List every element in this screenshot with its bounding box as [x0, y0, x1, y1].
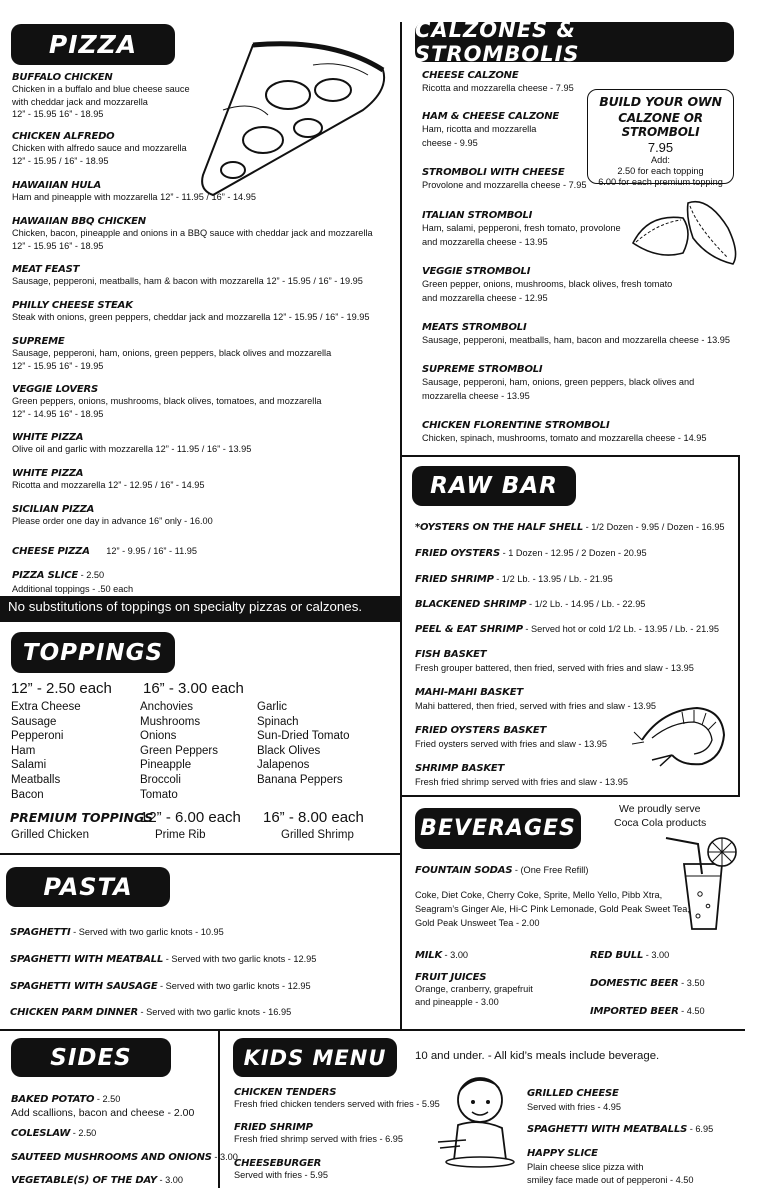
rawbar-item-row	[415, 758, 628, 776]
pizza-item-desc: Ham and pineapple with mozzarella 12” - 11.95 / 16” - 14.95	[12, 192, 256, 202]
pizza-slice-name: PIZZA SLICE	[12, 570, 79, 581]
divider-center	[400, 22, 402, 1030]
rawbar-item-row	[415, 569, 613, 587]
rawbar-item	[415, 682, 656, 713]
pizza-item	[12, 180, 256, 204]
calzone-item	[422, 167, 586, 192]
pasta-item-desc: - Served with two garlic knots - 12.95	[163, 954, 317, 964]
pizza-item-desc: 12” - 15.95 / 16” - 18.95	[12, 155, 109, 166]
pizza-item-desc: Steak with onions, green peppers, cheddar jack and mozzarella 12” - 15.95 / 16” - 19.95	[12, 312, 370, 322]
pizza-item-name: HAWAIIAN BBQ CHICKEN	[12, 216, 146, 227]
rawbar-item-price: - 1/2 Lb. - 13.95 / Lb. - 21.95	[493, 574, 613, 584]
soda-line-3: Gold Peak Unsweet Tea - 2.00	[415, 918, 540, 928]
side-item-price: - 2.50	[94, 1094, 121, 1104]
premium-label: PREMIUM TOPPINGS	[10, 810, 154, 825]
topping-item: Garlic	[257, 701, 288, 713]
calzone-illustration	[628, 198, 740, 270]
domestic-beer	[590, 973, 705, 991]
pasta-item	[10, 1002, 291, 1020]
topping-item: Ham	[11, 744, 36, 757]
kid-illustration	[436, 1070, 522, 1170]
kids-item-row	[527, 1143, 694, 1161]
pasta-banner	[6, 867, 170, 907]
calzone-item-desc: Provolone and mozzarella cheese - 7.95	[422, 180, 587, 190]
calzone-item-desc: Chicken, spinach, mushrooms, tomato and mozzarella cheese - 14.95	[422, 433, 707, 443]
shrimp-illustration	[632, 700, 730, 772]
premium-price-16: 16” - 8.00 each	[263, 809, 364, 826]
kids-item-name: FRIED SHRIMP	[234, 1122, 313, 1133]
toppings-column-1	[11, 700, 81, 802]
premium-item-1: Grilled Chicken	[11, 829, 89, 841]
topping-item: Black Olives	[257, 744, 321, 757]
pizza-item-name: BUFFALO CHICKEN	[12, 72, 113, 83]
kids-note: 10 and under. - All kid’s meals include beverage.	[415, 1050, 660, 1062]
rawbar-item-name: SHRIMP BASKET	[415, 763, 505, 774]
calzone-item	[422, 111, 559, 150]
calzone-item-desc: Ham, ricotta and mozzarella	[422, 124, 537, 134]
pizza-item-desc: Chicken with alfredo sauce and mozzarella	[12, 143, 187, 153]
rawbar-item-row	[415, 543, 647, 561]
topping-item: Anchovies	[140, 701, 194, 713]
fountain-note: - (One Free Refill)	[512, 865, 589, 875]
calzone-item	[422, 266, 672, 305]
red-bull	[590, 945, 669, 963]
side-item-price: - 2.50	[70, 1128, 97, 1138]
topping-item: Mushrooms	[140, 715, 201, 728]
rawbar-item-row	[415, 517, 725, 535]
side-item-price: - 3.00	[211, 1152, 238, 1162]
pizza-item-name: PHILLY CHEESE STEAK	[12, 300, 133, 311]
build-title-1: BUILD YOUR OWN	[599, 94, 722, 109]
rawbar-item-row	[415, 644, 694, 662]
kids-item-desc: Served with fries - 5.95	[234, 1170, 328, 1180]
rawbar-item-name: BLACKENED SHRIMP	[415, 599, 527, 610]
rawbar-item	[415, 569, 613, 587]
pasta-item-desc: - Served with two garlic knots - 10.95	[70, 927, 224, 937]
pizza-item-name: SICILIAN PIZZA	[12, 504, 95, 515]
side-item-name: BAKED POTATO	[11, 1094, 95, 1105]
toppings-title: TOPPINGS	[22, 639, 164, 666]
toppings-price-16: 16” - 3.00 each	[143, 680, 244, 697]
pasta-item-name: SPAGHETTI	[10, 927, 71, 938]
side-item	[11, 1170, 183, 1188]
rawbar-item-price: - 1 Dozen - 12.95 / 2 Dozen - 20.95	[500, 548, 647, 558]
calzone-item-name: SUPREME STROMBOLI	[422, 364, 543, 375]
divider-toppings-pasta	[0, 853, 401, 855]
topping-item: Sausage	[11, 715, 57, 728]
pizza-item	[12, 384, 321, 420]
pasta-item-desc: - Served with two garlic knots - 12.95	[157, 981, 311, 991]
imported-price: - 4.50	[678, 1006, 705, 1016]
pizza-item	[12, 300, 370, 324]
calzone-item-desc: Sausage, pepperoni, meatballs, ham, bacon and mozzarella cheese - 13.95	[422, 335, 730, 345]
milk	[415, 945, 468, 963]
kids-item-name: HAPPY SLICE	[527, 1148, 598, 1159]
topping-item: Spinach	[257, 715, 299, 728]
topping-item: Green Peppers	[140, 744, 218, 757]
kids-item	[234, 1122, 403, 1146]
domestic-name: DOMESTIC BEER	[590, 978, 679, 989]
rawbar-item	[415, 644, 694, 675]
kids-item-row	[527, 1083, 621, 1101]
pizza-item-desc: 12” - 14.95 16” - 18.95	[12, 408, 104, 419]
pizza-item	[12, 131, 187, 167]
fruit-juices	[415, 972, 533, 1008]
pizza-item	[12, 504, 213, 528]
pasta-item-desc: - Served with two garlic knots - 16.95	[137, 1007, 292, 1017]
topping-item: Onions	[140, 730, 177, 743]
calzone-item-desc: Green pepper, onions, mushrooms, black olives, fresh tomato	[422, 279, 673, 289]
topping-item: Bacon	[11, 788, 44, 801]
rawbar-item-row	[415, 594, 645, 612]
calzone-item-name: CHICKEN FLORENTINE STROMBOLI	[422, 420, 610, 431]
redbull-price: - 3.00	[643, 950, 670, 960]
juices-line-1: Orange, cranberry, grapefruit	[415, 984, 533, 994]
rawbar-item-name: *OYSTERS ON THE HALF SHELL	[415, 522, 584, 533]
kids-item-desc: Served with fries - 4.95	[527, 1102, 621, 1112]
pizza-cheese	[12, 541, 197, 559]
kids-banner	[233, 1038, 397, 1077]
pizza-item-desc: 12” - 15.95 16” - 18.95	[12, 240, 104, 251]
topping-item: Jalapenos	[257, 759, 310, 772]
kids-item-desc: smiley face made out of pepperoni - 4.50	[527, 1174, 694, 1185]
rawbar-item	[415, 720, 607, 751]
divider-calzone-rawbar	[401, 455, 740, 457]
calzone-item-name: CHEESE CALZONE	[422, 70, 519, 81]
calzones-title: CALZONES & STROMBOLIS	[415, 18, 580, 66]
kids-item-name: CHICKEN TENDERS	[234, 1087, 337, 1098]
topping-item: Sun-Dried Tomato	[257, 730, 350, 743]
premium-item-2: Prime Rib	[155, 829, 206, 841]
calzone-item-name: VEGGIE STROMBOLI	[422, 266, 531, 277]
topping-item: Broccoli	[140, 773, 181, 786]
milk-price: - 3.00	[442, 950, 469, 960]
pizza-item	[12, 468, 205, 492]
premium-item-3: Grilled Shrimp	[281, 829, 354, 841]
kids-item	[234, 1158, 328, 1182]
calzone-item	[422, 420, 706, 445]
topping-item: Meatballs	[11, 773, 61, 786]
pizza-item-desc: Olive oil and garlic with mozzarella 12” - 11.95 / 16” - 13.95	[12, 444, 252, 454]
pasta-title: PASTA	[43, 873, 133, 901]
pizza-item-desc: 12” - 15.95 16” - 19.95	[12, 360, 104, 371]
topping-item: Salami	[11, 759, 47, 772]
rawbar-item-name: FRIED OYSTERS BASKET	[415, 725, 547, 736]
rawbar-item-row	[415, 619, 719, 637]
side-item-row	[11, 1147, 238, 1165]
juices-name: FRUIT JUICES	[415, 972, 487, 983]
pizza-item-desc: Sausage, pepperoni, meatballs, ham & bacon with mozzarella 12” - 15.95 / 16” - 19.95	[12, 276, 363, 286]
side-item-name: VEGETABLE(S) OF THE DAY	[11, 1175, 157, 1186]
side-item-row	[11, 1123, 96, 1141]
build-premium: 6.00 for each premium topping	[598, 177, 723, 187]
divider-right-edge	[738, 455, 740, 795]
rawbar-item-desc: Mahi battered, then fried, served with fries and slaw - 13.95	[415, 701, 657, 711]
kids-item-name: SPAGHETTI WITH MEATBALLS	[527, 1124, 688, 1135]
pizza-item	[12, 72, 190, 121]
pizza-cheese-price: 12” - 9.95 / 16” - 11.95	[106, 546, 197, 556]
rawbar-item-price: - Served hot or cold 1/2 Lb. - 13.95 / Lb. - 21.95	[522, 624, 719, 634]
toppings-column-2	[140, 700, 218, 802]
topping-item: Extra Cheese	[11, 701, 81, 713]
calzone-item-desc: Sausage, pepperoni, ham, onions, green peppers, black olives and	[422, 377, 695, 387]
pasta-item-name: CHICKEN PARM DINNER	[10, 1007, 138, 1018]
rawbar-item-desc: Fresh fried shrimp served with fries and slaw - 13.95	[415, 777, 628, 787]
calzone-item-desc: Ham, salami, pepperoni, fresh tomato, provolone	[422, 223, 621, 233]
pizza-item-name: WHITE PIZZA	[12, 432, 84, 443]
rawbar-item-row	[415, 720, 607, 738]
pizza-item-desc: Green peppers, onions, mushrooms, black olives, tomatoes, and mozzarella	[12, 396, 322, 406]
pizza-item-desc: Sausage, pepperoni, ham, onions, green peppers, black olives and mozzarella	[12, 348, 332, 358]
coke-note-1: We proudly serve	[619, 803, 701, 815]
rawbar-title: RAW BAR	[430, 473, 558, 499]
build-your-own-box	[587, 89, 734, 187]
redbull-name: RED BULL	[590, 950, 644, 961]
pizza-item	[12, 336, 331, 372]
premium-price-12: 12” - 6.00 each	[140, 809, 241, 826]
pizza-cheese-name: CHEESE PIZZA	[12, 546, 90, 557]
kids-item-price: - 6.95	[687, 1124, 714, 1134]
kids-item-desc: Fresh fried shrimp served with fries - 6.95	[234, 1134, 404, 1144]
calzone-item-desc: and mozzarella cheese - 13.95	[422, 237, 548, 247]
kids-item-name: CHEESEBURGER	[234, 1158, 322, 1169]
rawbar-item	[415, 619, 719, 637]
rawbar-item-name: FISH BASKET	[415, 649, 487, 660]
side-item	[11, 1089, 194, 1120]
kids-item	[234, 1087, 440, 1111]
pizza-item-desc: 12” - 15.95 16” - 18.95	[12, 109, 104, 119]
milk-name: MILK	[415, 950, 442, 961]
imported-beer	[590, 1001, 705, 1019]
divider-pizza-notice	[0, 620, 401, 622]
kids-item-row	[527, 1119, 713, 1137]
side-item	[11, 1123, 96, 1141]
calzone-item-name: MEATS STROMBOLI	[422, 322, 527, 333]
soda-line-1: Coke, Diet Coke, Cherry Coke, Sprite, Mello Yello, Pibb Xtra,	[415, 890, 663, 900]
imported-name: IMPORTED BEER	[590, 1006, 679, 1017]
topping-item: Pineapple	[140, 759, 192, 772]
calzone-item	[422, 322, 730, 347]
toppings-banner	[11, 632, 175, 673]
pizza-slice	[12, 565, 133, 596]
domestic-price: - 3.50	[678, 978, 705, 988]
calzone-item-desc: and mozzarella cheese - 12.95	[422, 293, 548, 303]
divider-rawbar-bev	[401, 795, 740, 797]
fountain-sodas	[415, 860, 588, 878]
side-item-name: SAUTEED MUSHROOMS AND ONIONS	[11, 1152, 212, 1163]
pizza-item-name: WHITE PIZZA	[12, 468, 84, 479]
calzone-item-name: STROMBOLI WITH CHEESE	[422, 167, 565, 178]
rawbar-item-name: FRIED OYSTERS	[415, 548, 501, 559]
pizza-item-desc: Chicken in a buffalo and blue cheese sauce	[12, 84, 190, 94]
pizza-item	[12, 264, 363, 288]
rawbar-item-name: MAHI-MAHI BASKET	[415, 687, 523, 698]
rawbar-item-name: PEEL & EAT SHRIMP	[415, 624, 523, 635]
divider-bottom-row	[0, 1029, 745, 1031]
side-item-desc: Add scallions, bacon and cheese - 2.00	[11, 1107, 195, 1119]
calzone-item	[422, 210, 621, 249]
rawbar-item	[415, 517, 725, 535]
side-item-name: COLESLAW	[11, 1128, 71, 1139]
coke-note-2: Coca Cola products	[614, 817, 707, 829]
calzone-item-name: HAM & CHEESE CALZONE	[422, 111, 560, 122]
rawbar-item-price: - 1/2 Dozen - 9.95 / Dozen - 16.95	[583, 522, 725, 532]
rawbar-item-row	[415, 682, 656, 700]
pizza-item-desc: with cheddar jack and mozzarella	[12, 96, 148, 107]
pizza-title: PIZZA	[48, 30, 138, 59]
kids-item-name: GRILLED CHEESE	[527, 1088, 619, 1099]
calzone-item-desc: mozzarella cheese - 13.95	[422, 391, 530, 401]
juices-line-2: and pineapple - 3.00	[415, 996, 499, 1007]
calzone-item-desc: cheese - 9.95	[422, 138, 478, 148]
topping-item: Banana Peppers	[257, 773, 343, 786]
side-item-price: - 3.00	[156, 1175, 183, 1185]
kids-item	[527, 1083, 621, 1114]
calzone-item-desc: Ricotta and mozzarella cheese - 7.95	[422, 83, 574, 93]
sides-banner	[11, 1038, 171, 1077]
pizza-item-desc: Please order one day in advance 16” only - 16.00	[12, 516, 213, 526]
toppings-column-3	[257, 700, 349, 788]
pizza-item-name: CHICKEN ALFREDO	[12, 131, 115, 142]
pizza-banner	[11, 24, 175, 65]
kids-item-desc: Fresh fried chicken tenders served with fries - 5.95	[234, 1099, 440, 1109]
pizza-item-name: SUPREME	[12, 336, 65, 347]
side-item-row	[11, 1170, 183, 1188]
rawbar-item	[415, 594, 645, 612]
pizza-slice-illustration	[193, 40, 390, 200]
pizza-item	[12, 432, 251, 456]
pizza-notice: No substitutions of toppings on specialty pizzas or calzones.	[8, 599, 363, 614]
pizza-item-name: VEGGIE LOVERS	[12, 384, 99, 395]
rawbar-item-price: - 1/2 Lb. - 14.95 / Lb. - 22.95	[526, 599, 646, 609]
rawbar-item-desc: Fresh grouper battered, then fried, served with fries and slaw - 13.95	[415, 663, 694, 673]
pizza-item-desc: Ricotta and mozzarella 12” - 12.95 / 16” - 14.95	[12, 480, 205, 490]
pizza-slice-price: - 2.50	[78, 570, 105, 580]
side-item-row	[11, 1089, 194, 1107]
topping-item: Tomato	[140, 788, 178, 801]
kids-item-desc: Plain cheese slice pizza with	[527, 1162, 644, 1172]
fountain-name: FOUNTAIN SODAS	[415, 865, 513, 876]
soda-line-2: Seagram’s Ginger Ale, Hi-C Pink Lemonade, Gold Peak Sweet Tea,	[415, 904, 690, 914]
build-add: Add:	[651, 155, 670, 165]
topping-item: Pepperoni	[11, 730, 64, 743]
calzones-banner	[415, 18, 734, 66]
pasta-item	[10, 922, 224, 940]
pasta-item	[10, 949, 316, 967]
pizza-slice-extra: Additional toppings - .50 each	[12, 584, 134, 594]
pasta-item-name: SPAGHETTI WITH SAUSAGE	[10, 981, 158, 992]
pizza-item-name: MEAT FEAST	[12, 264, 80, 275]
kids-title: KIDS MENU	[243, 1045, 387, 1070]
rawbar-item	[415, 758, 628, 789]
kids-item	[527, 1119, 713, 1137]
pizza-item-name: HAWAIIAN HULA	[12, 180, 102, 191]
pizza-item	[12, 216, 373, 252]
rawbar-item-desc: Fried oysters served with fries and slaw - 13.95	[415, 739, 607, 749]
pasta-item-name: SPAGHETTI WITH MEATBALL	[10, 954, 164, 965]
toppings-price-12: 12” - 2.50 each	[11, 680, 112, 697]
rawbar-banner	[412, 466, 576, 506]
pasta-item	[10, 976, 311, 994]
build-topping: 2.50 for each topping	[617, 166, 704, 176]
build-price: 7.95	[647, 140, 674, 155]
calzone-item	[422, 70, 574, 95]
kids-item	[527, 1143, 694, 1186]
side-item	[11, 1147, 238, 1165]
calzone-item-name: ITALIAN STROMBOLI	[422, 210, 533, 221]
build-title-2: CALZONE OR STROMBOLI	[618, 111, 703, 139]
calzone-item	[422, 364, 694, 403]
beverages-banner	[415, 808, 581, 849]
rawbar-item	[415, 543, 647, 561]
beverages-title: BEVERAGES	[420, 816, 576, 841]
soda-glass-illustration	[664, 834, 740, 934]
pizza-item-desc: Chicken, bacon, pineapple and onions in a BBQ sauce with cheddar jack and mozzarella	[12, 228, 373, 238]
sides-title: SIDES	[50, 1044, 132, 1071]
rawbar-item-name: FRIED SHRIMP	[415, 574, 494, 585]
